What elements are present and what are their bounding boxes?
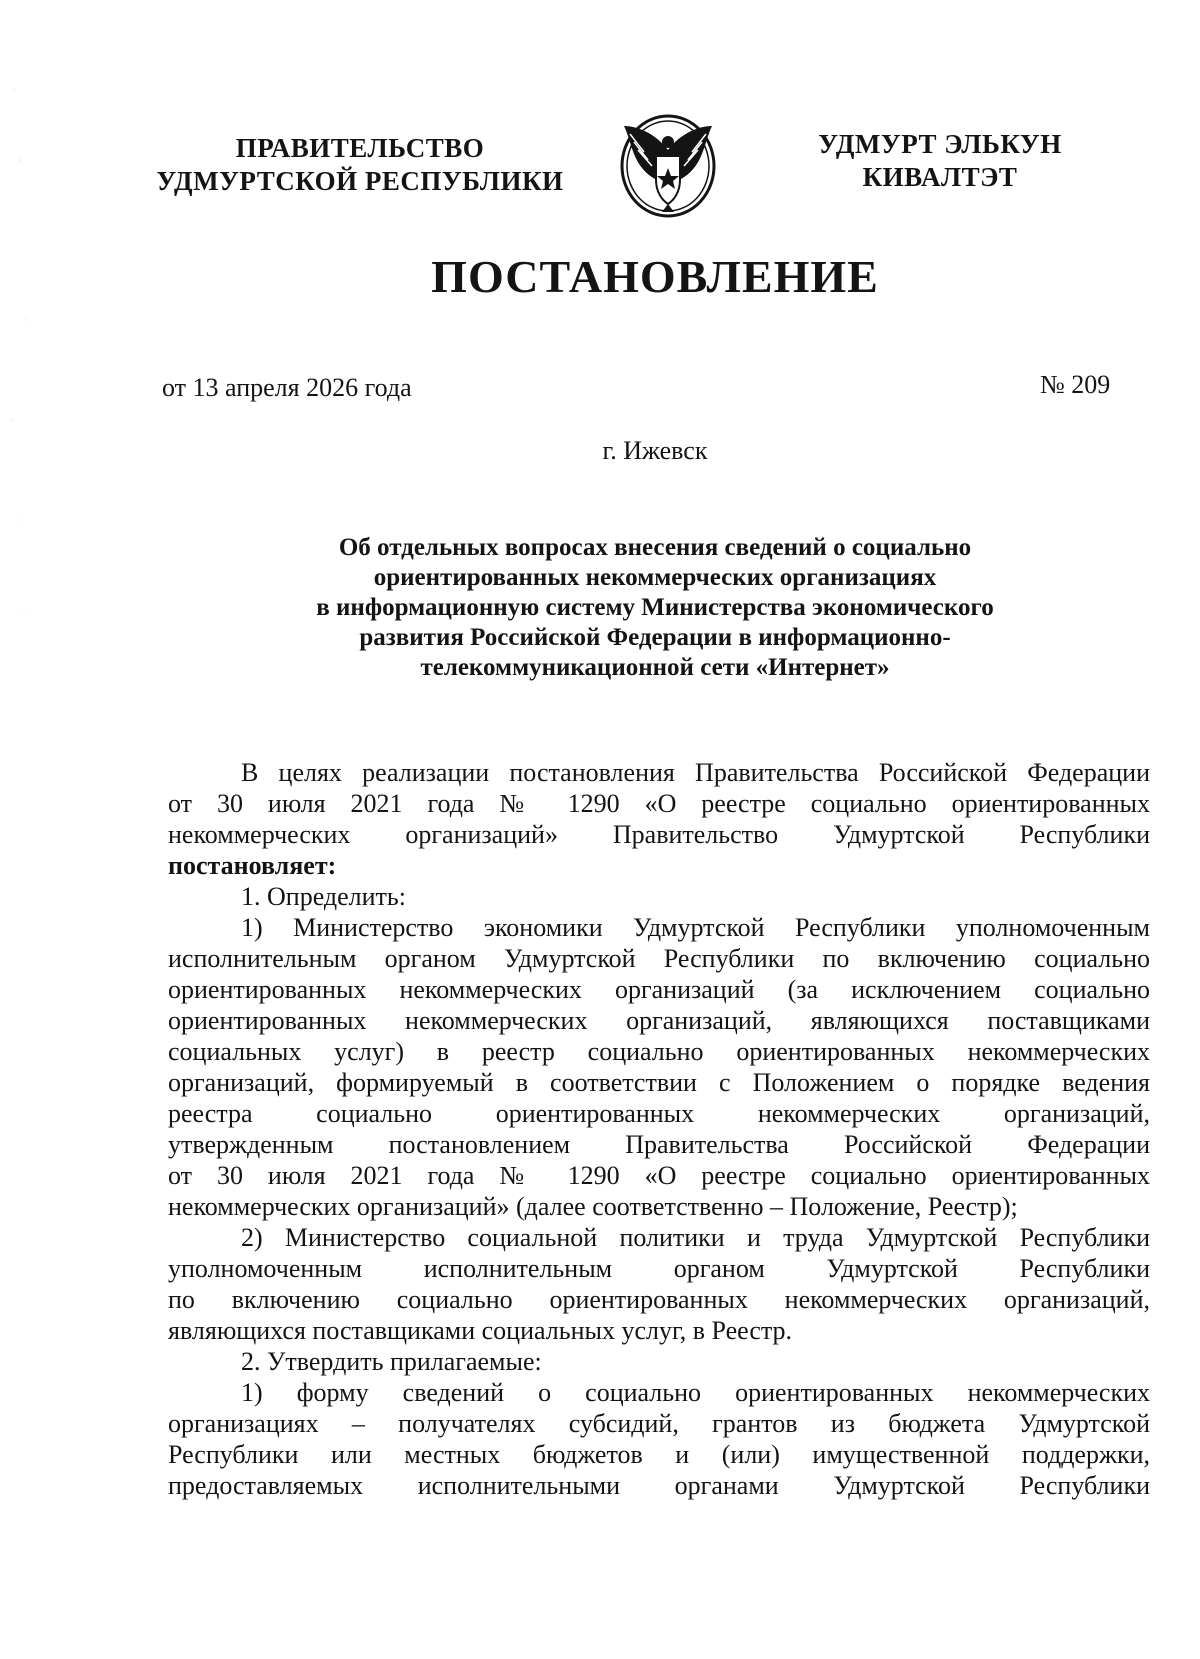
- body-line: являющихся поставщиками социальных услуг, в Реестр.: [168, 1316, 793, 1345]
- document-type-heading: ПОСТАНОВЛЕНИЕ: [431, 251, 879, 302]
- title-line: ориентированных некоммерческих организациях: [373, 564, 937, 591]
- body-line: организаций, формируемый в соответствии с Положением о порядке ведения: [168, 1068, 1150, 1097]
- body-line: утвержденным постановлением Правительства Российской Федерации: [168, 1130, 1150, 1159]
- document-number: № 209: [1040, 370, 1111, 399]
- body-line: от 30 июля 2021 года № 1290 «О реестре социально ориентированных: [168, 1161, 1150, 1190]
- body-line: 1) форму сведений о социально ориентированных некоммерческих: [241, 1378, 1150, 1407]
- government-line: УДМУРТСКОЙ РЕСПУБЛИКИ: [156, 166, 564, 196]
- body-line: от 30 июля 2021 года № 1290 «О реестре социально ориентированных: [168, 789, 1150, 818]
- government-name-udmurt: [800, 128, 1080, 194]
- document-city: г. Ижевск: [602, 436, 708, 465]
- coat-of-arms-icon: [608, 112, 728, 220]
- government-line: ПРАВИТЕЛЬСТВО: [235, 133, 485, 163]
- title-line: Об отдельных вопросах внесения сведений о социально: [338, 534, 972, 561]
- body-line: предоставляемых исполнительными органами Удмуртской Республики: [168, 1471, 1150, 1500]
- document-body: [168, 757, 1150, 1501]
- body-line-emphasis: постановляет:: [168, 851, 337, 880]
- body-line: некоммерческих организаций» Правительство Удмуртской Республики: [168, 820, 1150, 849]
- government-line: УДМУРТ ЭЛЬКУН: [818, 129, 1062, 159]
- government-line: КИВАЛТЭТ: [862, 162, 1018, 192]
- document-date: от 13 апреля 2026 года: [162, 373, 412, 402]
- body-line: Республики или местных бюджетов и (или) имущественной поддержки,: [168, 1440, 1150, 1469]
- body-line: 1) Министерство экономики Удмуртской Республики уполномоченным: [241, 913, 1150, 942]
- body-line: 1. Определить:: [241, 882, 406, 911]
- body-line: В целях реализации постановления Правительства Российской Федерации: [241, 758, 1150, 787]
- body-line: социальных услуг) в реестр социально ориентированных некоммерческих: [168, 1037, 1150, 1066]
- title-line: телекоммуникационной сети «Интернет»: [420, 654, 890, 681]
- document-title: [240, 533, 1070, 683]
- scan-noise: [0, 0, 40, 700]
- body-line: ориентированных некоммерческих организаций (за исключением социально: [168, 975, 1150, 1004]
- body-line: исполнительным органом Удмуртской Республики по включению социально: [168, 944, 1150, 973]
- body-line: некоммерческих организаций» (далее соответственно – Положение, Реестр);: [168, 1192, 1018, 1221]
- body-line: реестра социально ориентированных некоммерческих организаций,: [168, 1099, 1150, 1128]
- title-line: в информационную систему Министерства экономического: [316, 594, 994, 621]
- body-line: 2. Утвердить прилагаемые:: [241, 1347, 542, 1376]
- body-line: уполномоченным исполнительным органом Удмуртской Республики: [168, 1254, 1150, 1283]
- title-line: развития Российской Федерации в информационно-: [359, 624, 951, 651]
- government-name-russian: [140, 132, 580, 198]
- body-line: 2) Министерство социальной политики и труда Удмуртской Республики: [241, 1223, 1150, 1252]
- body-line: по включению социально ориентированных некоммерческих организаций,: [168, 1285, 1150, 1314]
- body-line: организациях – получателях субсидий, грантов из бюджета Удмуртской: [168, 1409, 1150, 1438]
- body-line: ориентированных некоммерческих организаций, являющихся поставщиками: [168, 1006, 1150, 1035]
